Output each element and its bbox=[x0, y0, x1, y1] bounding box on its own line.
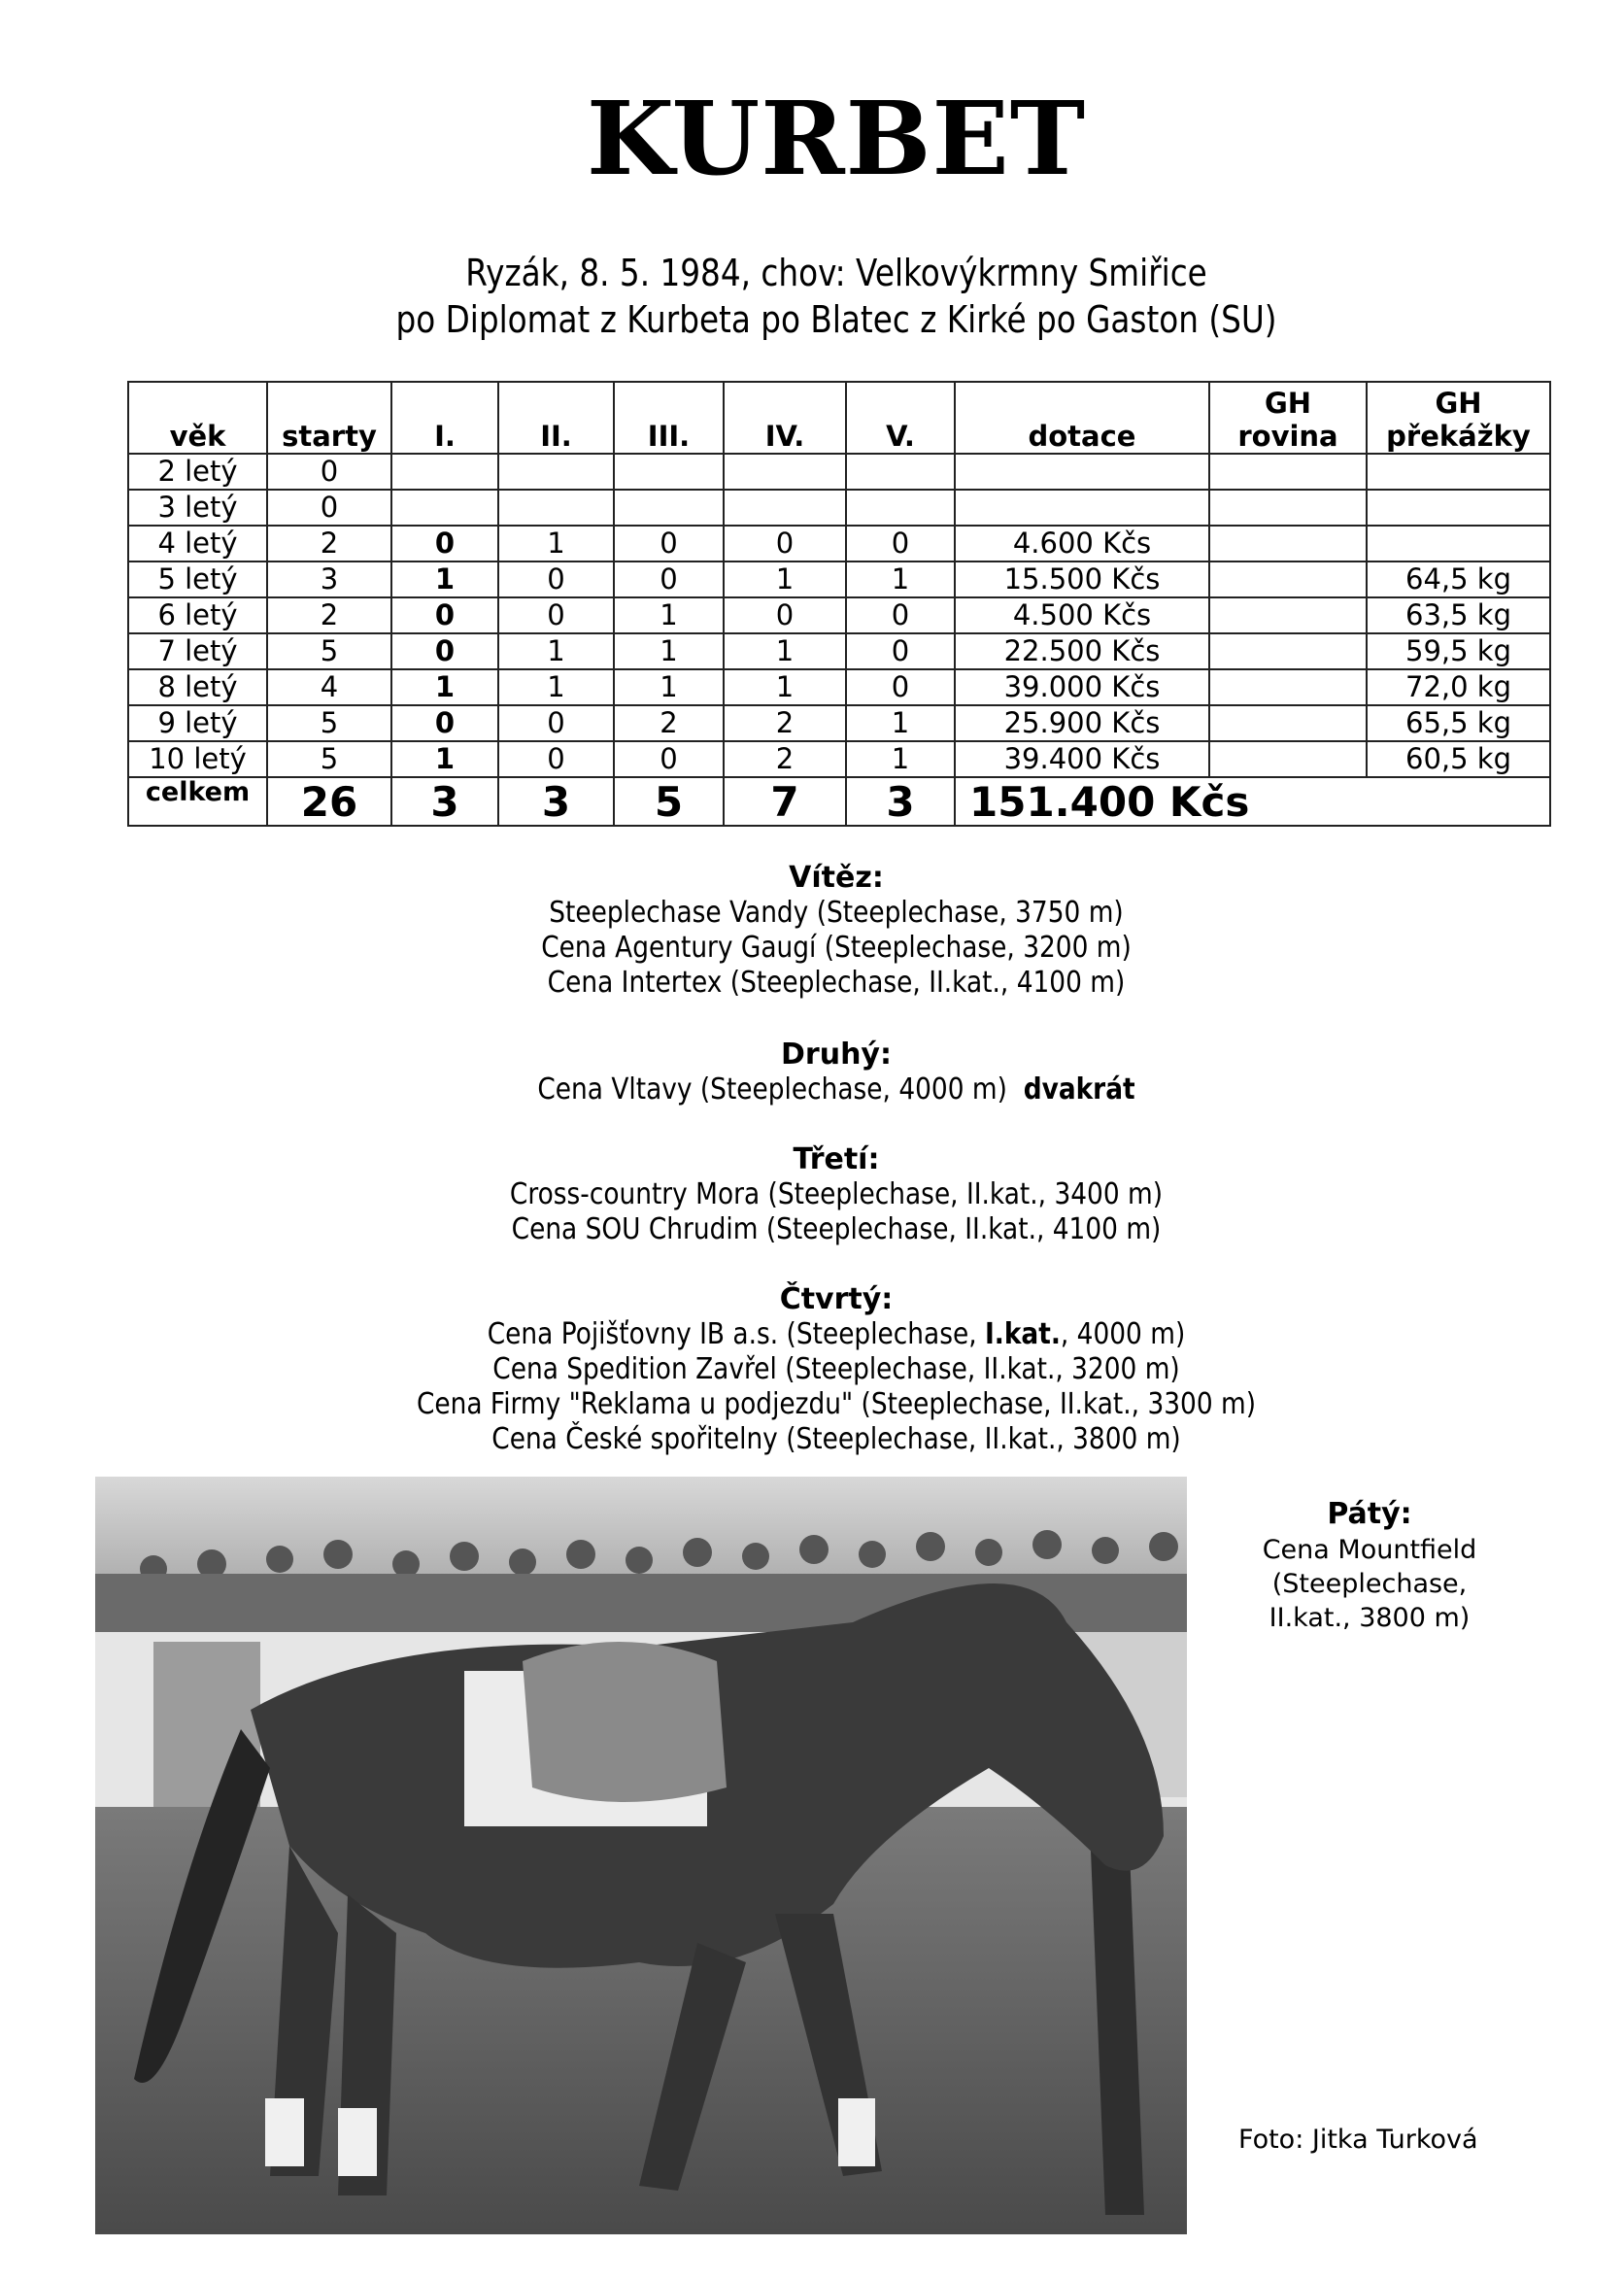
section-fifth bbox=[1204, 1496, 1535, 1635]
table-cell-i: 1 bbox=[391, 669, 498, 705]
table-cell-dotace: 39.400 Kčs bbox=[955, 741, 1209, 777]
table-cell-ii: 0 bbox=[498, 597, 614, 633]
table-cell-gh-rovina bbox=[1209, 490, 1367, 526]
col-header-starts: starty bbox=[267, 382, 391, 454]
table-cell-v: 0 bbox=[846, 669, 955, 705]
col-header-third: III. bbox=[614, 382, 724, 454]
race-item: Cross-country Mora (Steeplechase, II.kat., 3400 m) bbox=[509, 1177, 1164, 1211]
table-cell-gh-rovina bbox=[1209, 597, 1367, 633]
table-row bbox=[128, 669, 1550, 705]
table-cell-ii: 1 bbox=[498, 633, 614, 669]
table-cell-ii: 0 bbox=[498, 561, 614, 597]
table-cell-gh-rovina bbox=[1209, 633, 1367, 669]
table-row bbox=[128, 741, 1550, 777]
table-cell-starty: 2 bbox=[267, 526, 391, 561]
race-item: Cena Intertex (Steeplechase, II.kat., 4100 m) bbox=[547, 966, 1126, 1000]
table-cell-gh-prekazky: 64,5 kg bbox=[1367, 561, 1550, 597]
table-cell-gh-prekazky bbox=[1367, 454, 1550, 490]
table-cell-vek: 5 letý bbox=[128, 561, 267, 597]
table-header-row bbox=[128, 382, 1550, 454]
table-cell-v: 1 bbox=[846, 705, 955, 741]
table-cell-v: 0 bbox=[846, 597, 955, 633]
race-item: Cena SOU Chrudim (Steeplechase, II.kat., 4100 m) bbox=[511, 1212, 1162, 1246]
race-statistics-table bbox=[127, 381, 1551, 827]
section-heading: Druhý: bbox=[781, 1038, 892, 1072]
table-cell-ii: 1 bbox=[498, 526, 614, 561]
table-cell-gh-rovina bbox=[1209, 561, 1367, 597]
table-cell-dotace: 15.500 Kčs bbox=[955, 561, 1209, 597]
race-item: Cena České spořitelny (Steeplechase, II.kat., 3800 m) bbox=[491, 1422, 1181, 1456]
total-first: 3 bbox=[391, 777, 498, 826]
race-item-line: (Steeplechase, bbox=[1271, 1569, 1468, 1599]
table-cell-gh-prekazky bbox=[1367, 526, 1550, 561]
table-cell-starty: 4 bbox=[267, 669, 391, 705]
table-cell-v: 1 bbox=[846, 561, 955, 597]
col-header-first: I. bbox=[391, 382, 498, 454]
race-item: Cena Firmy "Reklama u podjezdu" (Steeplechase, II.kat., 3300 m) bbox=[416, 1387, 1257, 1421]
table-cell-dotace bbox=[955, 454, 1209, 490]
table-cell-dotace: 22.500 Kčs bbox=[955, 633, 1209, 669]
total-starts: 26 bbox=[267, 777, 391, 826]
table-cell-starty: 0 bbox=[267, 490, 391, 526]
table-cell-i: 1 bbox=[391, 561, 498, 597]
table-cell-ii bbox=[498, 454, 614, 490]
table-cell-iv: 1 bbox=[724, 669, 846, 705]
table-cell-gh-rovina bbox=[1209, 526, 1367, 561]
table-cell-starty: 3 bbox=[267, 561, 391, 597]
table-cell-gh-rovina bbox=[1209, 669, 1367, 705]
table-cell-v bbox=[846, 454, 955, 490]
table-total-row bbox=[128, 777, 1550, 826]
table-row bbox=[128, 597, 1550, 633]
table-cell-iii: 0 bbox=[614, 741, 724, 777]
horse-name-title: KURBET bbox=[586, 79, 1087, 198]
table-row bbox=[128, 454, 1550, 490]
table-cell-gh-prekazky: 63,5 kg bbox=[1367, 597, 1550, 633]
table-cell-iii bbox=[614, 454, 724, 490]
table-row bbox=[128, 705, 1550, 741]
table-cell-v: 1 bbox=[846, 741, 955, 777]
table-cell-gh-prekazky: 72,0 kg bbox=[1367, 669, 1550, 705]
table-cell-ii: 1 bbox=[498, 669, 614, 705]
table-cell-iv: 0 bbox=[724, 526, 846, 561]
pedigree-line: po Diplomat z Kurbeta po Blatec z Kirké po Gaston (SU) bbox=[395, 298, 1277, 341]
horse-photo bbox=[95, 1477, 1187, 2234]
col-header-fourth: IV. bbox=[724, 382, 846, 454]
table-cell-starty: 2 bbox=[267, 597, 391, 633]
table-cell-dotace: 4.600 Kčs bbox=[955, 526, 1209, 561]
table-cell-iii: 0 bbox=[614, 526, 724, 561]
race-item-line: Cena Mountfield bbox=[1262, 1535, 1477, 1565]
section-heading: Třetí: bbox=[793, 1142, 880, 1176]
table-cell-ii: 0 bbox=[498, 705, 614, 741]
table-cell-iv bbox=[724, 454, 846, 490]
table-cell-vek: 3 letý bbox=[128, 490, 267, 526]
col-header-second: II. bbox=[498, 382, 614, 454]
table-cell-vek: 10 letý bbox=[128, 741, 267, 777]
col-header-fifth: V. bbox=[846, 382, 955, 454]
section-heading: Vítěz: bbox=[789, 861, 884, 895]
table-cell-dotace: 25.900 Kčs bbox=[955, 705, 1209, 741]
section-heading: Čtvrtý: bbox=[779, 1282, 894, 1316]
table-cell-gh-rovina bbox=[1209, 705, 1367, 741]
col-header-gh-hurdles: GH překážky bbox=[1367, 382, 1550, 454]
col-header-gh-flat: GH rovina bbox=[1209, 382, 1367, 454]
table-cell-iii: 1 bbox=[614, 597, 724, 633]
col-header-age: věk bbox=[128, 382, 267, 454]
total-fourth: 7 bbox=[724, 777, 846, 826]
table-cell-i bbox=[391, 490, 498, 526]
table-cell-vek: 6 letý bbox=[128, 597, 267, 633]
section-second bbox=[0, 1038, 1624, 1107]
table-cell-vek: 4 letý bbox=[128, 526, 267, 561]
table-cell-ii: 0 bbox=[498, 741, 614, 777]
table-cell-starty: 5 bbox=[267, 705, 391, 741]
table-cell-iv bbox=[724, 490, 846, 526]
table-cell-starty: 5 bbox=[267, 741, 391, 777]
table-cell-starty: 0 bbox=[267, 454, 391, 490]
section-third bbox=[0, 1142, 1624, 1247]
table-cell-v: 0 bbox=[846, 526, 955, 561]
table-cell-v bbox=[846, 490, 955, 526]
table-row bbox=[128, 633, 1550, 669]
table-cell-iv: 0 bbox=[724, 597, 846, 633]
table-cell-gh-rovina bbox=[1209, 741, 1367, 777]
table-cell-i: 0 bbox=[391, 633, 498, 669]
total-label: celkem bbox=[128, 777, 267, 826]
race-item: Cena Agentury Gaugí (Steeplechase, 3200 m) bbox=[541, 931, 1132, 965]
table-cell-v: 0 bbox=[846, 633, 955, 669]
race-item: Steeplechase Vandy (Steeplechase, 3750 m) bbox=[549, 896, 1124, 930]
table-cell-iii: 1 bbox=[614, 633, 724, 669]
total-prize-money: 151.400 Kčs bbox=[955, 777, 1550, 826]
table-cell-iv: 1 bbox=[724, 633, 846, 669]
race-item: Cena Vltavy (Steeplechase, 4000 m) dvakrát bbox=[537, 1072, 1135, 1106]
total-fifth: 3 bbox=[846, 777, 955, 826]
table-cell-dotace: 4.500 Kčs bbox=[955, 597, 1209, 633]
table-cell-iii: 0 bbox=[614, 561, 724, 597]
table-cell-iii: 2 bbox=[614, 705, 724, 741]
table-cell-starty: 5 bbox=[267, 633, 391, 669]
table-cell-dotace bbox=[955, 490, 1209, 526]
table-cell-vek: 8 letý bbox=[128, 669, 267, 705]
total-third: 5 bbox=[614, 777, 724, 826]
table-cell-iii: 1 bbox=[614, 669, 724, 705]
table-cell-gh-prekazky bbox=[1367, 490, 1550, 526]
horse-photo-illustration bbox=[95, 1477, 1187, 2234]
section-heading: Pátý: bbox=[1327, 1497, 1412, 1531]
horse-origin-line: Ryzák, 8. 5. 1984, chov: Velkovýkrmny Smiřice bbox=[465, 252, 1207, 294]
table-cell-i bbox=[391, 454, 498, 490]
photo-credit: Foto: Jitka Turková bbox=[1238, 2125, 1478, 2155]
table-row bbox=[128, 490, 1550, 526]
table-cell-gh-prekazky: 60,5 kg bbox=[1367, 741, 1550, 777]
table-cell-i: 0 bbox=[391, 526, 498, 561]
race-item: Cena Spedition Zavřel (Steeplechase, II.kat., 3200 m) bbox=[492, 1352, 1180, 1386]
table-cell-vek: 9 letý bbox=[128, 705, 267, 741]
table-cell-dotace: 39.000 Kčs bbox=[955, 669, 1209, 705]
race-item-line: II.kat., 3800 m) bbox=[1269, 1603, 1471, 1633]
table-cell-iv: 2 bbox=[724, 705, 846, 741]
table-cell-iii bbox=[614, 490, 724, 526]
race-item: Cena Pojišťovny IB a.s. (Steeplechase, I.kat., 4000 m) bbox=[487, 1317, 1186, 1351]
table-cell-gh-prekazky: 59,5 kg bbox=[1367, 633, 1550, 669]
table-row bbox=[128, 561, 1550, 597]
section-fourth bbox=[0, 1282, 1624, 1457]
section-winner bbox=[0, 861, 1624, 1001]
twice-note: dvakrát bbox=[1023, 1072, 1135, 1106]
table-row bbox=[128, 526, 1550, 561]
col-header-prize-money: dotace bbox=[955, 382, 1209, 454]
total-second: 3 bbox=[498, 777, 614, 826]
table-cell-iv: 1 bbox=[724, 561, 846, 597]
table-cell-i: 1 bbox=[391, 741, 498, 777]
table-cell-i: 0 bbox=[391, 597, 498, 633]
table-cell-vek: 2 letý bbox=[128, 454, 267, 490]
table-cell-vek: 7 letý bbox=[128, 633, 267, 669]
table-cell-i: 0 bbox=[391, 705, 498, 741]
table-cell-gh-prekazky: 65,5 kg bbox=[1367, 705, 1550, 741]
table-cell-iv: 2 bbox=[724, 741, 846, 777]
table-cell-gh-rovina bbox=[1209, 454, 1367, 490]
table-cell-ii bbox=[498, 490, 614, 526]
